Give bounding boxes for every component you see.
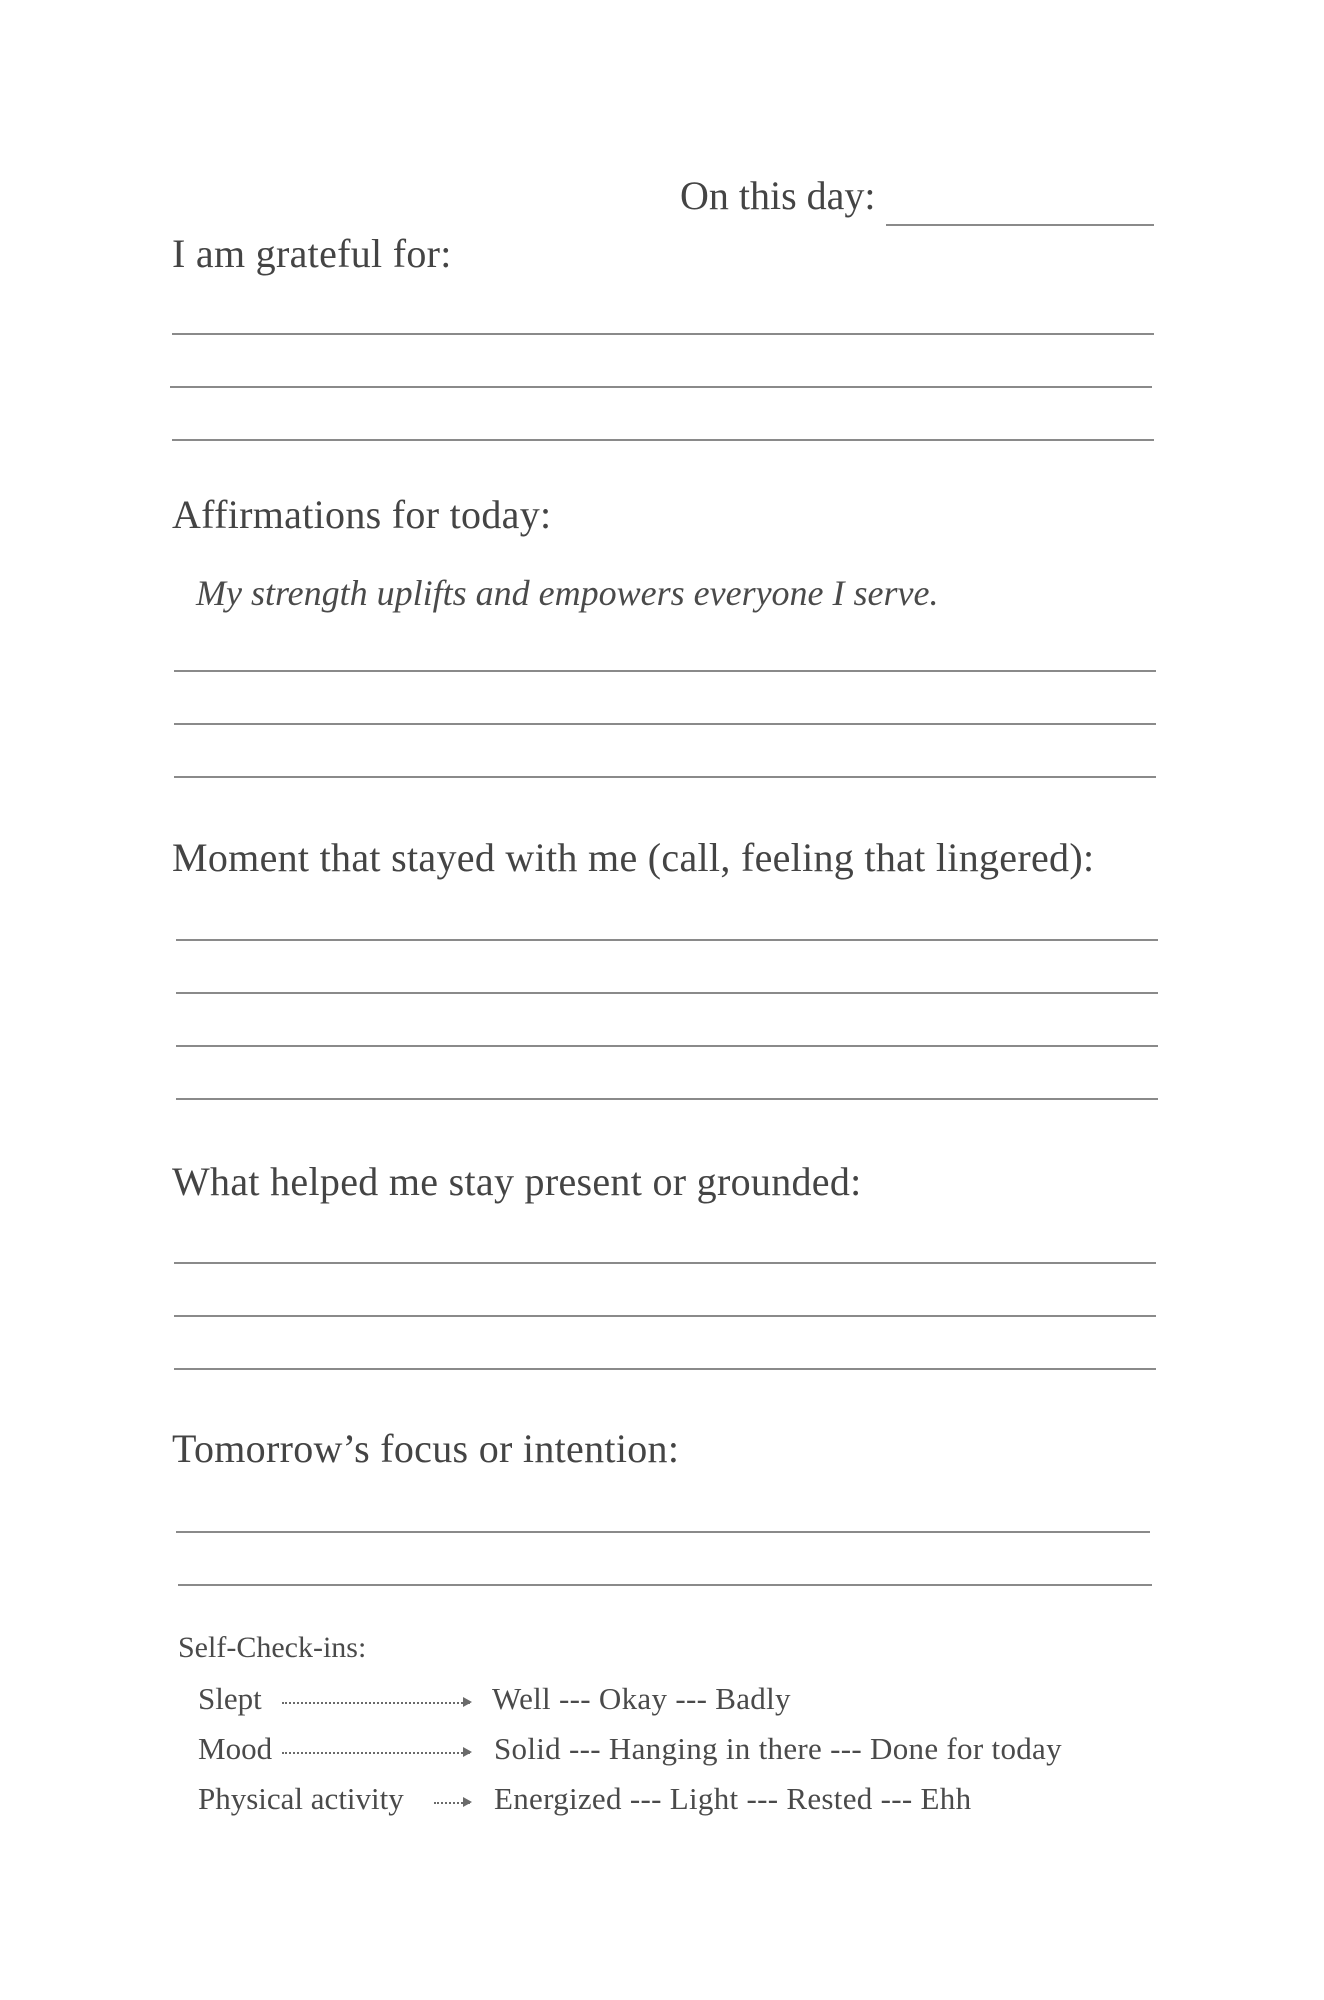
dotted-arrow-icon bbox=[282, 1752, 470, 1754]
check-in-label: Mood bbox=[198, 1731, 273, 1766]
self-check-ins-title: Self-Check-ins: bbox=[178, 1631, 367, 1664]
dotted-arrow-icon bbox=[282, 1702, 470, 1704]
moment-writing-line[interactable] bbox=[176, 1045, 1158, 1047]
grounded-writing-line[interactable] bbox=[174, 1368, 1156, 1370]
moment-writing-line[interactable] bbox=[176, 939, 1158, 941]
moment-writing-line[interactable] bbox=[176, 1098, 1158, 1100]
moment-writing-line[interactable] bbox=[176, 992, 1158, 994]
affirmation-text: My strength uplifts and empowers everyone I serve. bbox=[196, 573, 939, 613]
grateful-writing-line[interactable] bbox=[172, 439, 1154, 441]
affirmations-writing-line[interactable] bbox=[174, 723, 1156, 725]
date-input-line[interactable] bbox=[886, 224, 1154, 226]
grateful-writing-line[interactable] bbox=[172, 333, 1154, 335]
grounded-writing-line[interactable] bbox=[174, 1315, 1156, 1317]
grounded-writing-line[interactable] bbox=[174, 1262, 1156, 1264]
grounded-heading: What helped me stay present or grounded: bbox=[172, 1159, 862, 1204]
grateful-heading: I am grateful for: bbox=[172, 231, 452, 276]
affirmations-writing-line[interactable] bbox=[174, 776, 1156, 778]
check-in-label: Physical activity bbox=[198, 1781, 404, 1816]
tomorrow-writing-line[interactable] bbox=[176, 1531, 1150, 1533]
tomorrow-writing-line[interactable] bbox=[178, 1584, 1152, 1586]
affirmations-heading: Affirmations for today: bbox=[172, 492, 552, 537]
affirmations-writing-line[interactable] bbox=[174, 670, 1156, 672]
grateful-writing-line[interactable] bbox=[170, 386, 1152, 388]
dotted-arrow-icon bbox=[434, 1802, 470, 1804]
moment-heading: Moment that stayed with me (call, feeling that lingered): bbox=[172, 835, 1095, 880]
check-in-options[interactable]: Well --- Okay --- Badly bbox=[492, 1681, 791, 1716]
check-in-label: Slept bbox=[198, 1681, 262, 1716]
tomorrow-heading: Tomorrow’s focus or intention: bbox=[172, 1426, 680, 1471]
check-in-options[interactable]: Energized --- Light --- Rested --- Ehh bbox=[494, 1781, 972, 1816]
check-in-options[interactable]: Solid --- Hanging in there --- Done for today bbox=[494, 1731, 1062, 1766]
date-label: On this day: bbox=[680, 173, 876, 218]
